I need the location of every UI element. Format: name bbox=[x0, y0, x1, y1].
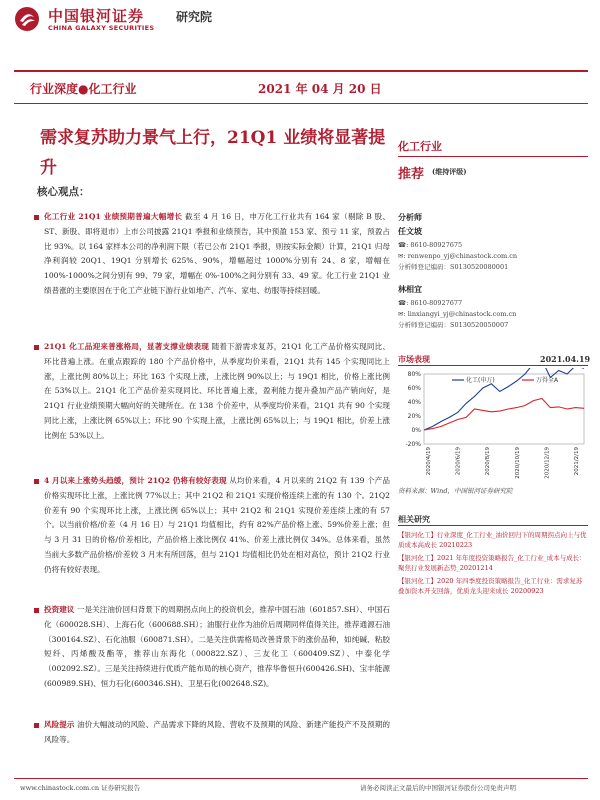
x-tick-label: 2020/12/19 bbox=[544, 447, 551, 479]
x-tick-label: 2021/2/19 bbox=[574, 447, 580, 476]
x-tick-label: 2020/4/19 bbox=[426, 447, 432, 476]
phone-value: 8610-80927677 bbox=[410, 299, 463, 307]
logo-mark-icon bbox=[14, 6, 40, 32]
analyst-name: 林相宜 bbox=[398, 284, 422, 294]
analyst-heading: 分析师 bbox=[398, 212, 422, 222]
paragraph-earnings bbox=[44, 210, 390, 299]
market-chart bbox=[398, 368, 588, 483]
paragraph-text: 油价大幅波动的风险、产品需求下降的风险、营收不及预期的风险、新建产能投产不及预期的风险等。 bbox=[44, 720, 391, 744]
footer-disclaimer: 请务必阅读正文最后的中国银河证券股份公司免责声明 bbox=[360, 784, 516, 792]
analyst-cert: 分析师登记编码：S0130520050007 bbox=[398, 321, 509, 329]
bullet-icon bbox=[34, 345, 39, 350]
paragraph-lead: 投资建议 bbox=[44, 605, 75, 614]
header-rule-bottom bbox=[14, 103, 588, 104]
bullet-icon bbox=[34, 215, 39, 220]
bullet-icon bbox=[34, 723, 39, 728]
paragraph-lead: 21Q1 化工品迎来普涨格局，显著支撑业绩表现 bbox=[44, 342, 210, 351]
bullet-icon bbox=[34, 479, 39, 484]
paragraph-prices bbox=[44, 340, 390, 444]
paragraph-text: 一是关注油价回归背景下的周期拐点向上的投资机会，推荐中国石油（601857.SH）、中国石化（600028.SH）、上海石化（600688.SH）；油服行业作为油价后周期同样值得关注，推荐通源石油（300164.SZ）、石化油服（600871.SH）。二是关注供需格局改善背景下的涨价品种，如纯碱、粘胶短纤、丙烯酸及酯等，推荐山东海化（000822.SZ）、三友化工（600409.SZ）、中泰化学（002092.SZ）。三是关注持续进行优质产能布局的核心资产，推荐华鲁恒升(600426.SH)、宝丰能源(600989.SH)、恒力石化(600346.SH)、卫星石化(002648.SZ)。 bbox=[44, 605, 390, 688]
footer-site[interactable]: www.chinastock.com.cn 证券研究报告 bbox=[20, 784, 141, 792]
paragraph-lead: 风险提示 bbox=[44, 720, 75, 729]
paragraph-text: 随着下游需求复苏，21Q1 化工产品价格实现同比、环比普遍上涨。在重点跟踪的 180 个产品价格中，从季度均价来看，21Q1 共有 145 个实现同比上涨，上涨比例 80%以上；环比 163 个实现上涨，上涨比例 90%以上；与 19Q1 相比，价格上涨比例在 53%以上。21Q1 化工产品价差实现同比、环比普遍上涨，盈利能力提升叠加产品产销向好，是 21Q1 行业业绩预期大幅向好的关键所在。在 138 个价差中，从季度均价来看，21Q1 共有 90 个实现同比上涨，上涨比例 65%以上；环比 90 个实现上涨，上涨比例 65%以上；与 19Q1 相比，价差上涨比例在 53%以上。 bbox=[44, 342, 390, 440]
analyst-cert: 分析师登记编码：S0130520080001 bbox=[398, 263, 509, 271]
related-item[interactable]: 【银河化工】2021 年年度投资策略报告_化工行业_成本与成长：聚焦行业发展新态势_20201214 bbox=[398, 554, 586, 572]
paragraph-lead: 4 月以来上涨势头趋缓，预计 21Q2 仍将有较好表现 bbox=[44, 476, 227, 485]
analyst-phone: ☎: 8610-80927677 bbox=[398, 299, 463, 307]
market-heading: 市场表现 bbox=[398, 354, 430, 364]
legend-label: 万得全A bbox=[536, 377, 559, 384]
market-rule bbox=[398, 365, 588, 366]
rating-sub: (维持评级) bbox=[432, 167, 467, 176]
y-tick-label: 40% bbox=[407, 399, 421, 406]
paragraph-investment bbox=[44, 603, 390, 692]
y-tick-label: 0% bbox=[411, 427, 421, 434]
legend-label: 化工(申万) bbox=[466, 377, 495, 384]
logo-english-text: CHINA GALAXY SECURITIES bbox=[48, 24, 155, 32]
paragraph-risk bbox=[44, 718, 390, 748]
x-tick-label: 2020/10/19 bbox=[514, 447, 521, 479]
related-rule bbox=[398, 525, 588, 526]
paragraph-text: 截至 4 月 16 日，申万化工行业共有 164 家（剔除 B 股、ST、新股、即将退市）上市公司披露 21Q1 季报和业绩预告，其中预盈 153 家、预亏 11 家，预盈占比 93%。以 164 家样本公司的净利润下限（若已公布 21Q1 季报，则按实际金额）计算，21Q1 归母净利润较 20Q1、19Q1 分别增长 625%、90%，增幅超过 1000%分别有 24、8 家，增幅在 100%-1000%之间分别有 99、79 家，增幅在 0%-100%之间分别有 33、49 家。化工行业 21Q1 业绩普涨的主要原因在于化工产业链下游行业如地产、汽车、家电、纺服等持续回暖。 bbox=[44, 212, 390, 295]
paragraph-outlook bbox=[44, 474, 390, 578]
market-date: 2021.04.19 bbox=[540, 354, 591, 364]
related-heading: 相关研究 bbox=[398, 514, 430, 524]
sidebar-rule bbox=[398, 156, 588, 157]
institute-label: 研究院 bbox=[176, 10, 213, 24]
rating-label: 推荐 bbox=[398, 167, 425, 182]
paragraph-lead: 化工行业 21Q1 业绩预期普遍大幅增长 bbox=[44, 212, 183, 221]
bullet-icon bbox=[34, 608, 39, 613]
header-rule bbox=[14, 70, 588, 72]
phone-value: 8610-80927675 bbox=[410, 241, 463, 249]
series-line bbox=[424, 368, 584, 430]
analyst-email[interactable]: ✉: linxiangyi_yj@chinastock.com.cn bbox=[398, 310, 517, 318]
chart-source: 资料来源：Wind，中国银河证券研究院 bbox=[398, 487, 513, 495]
sidebar-industry: 化工行业 bbox=[398, 140, 442, 153]
analyst-name: 任文坡 bbox=[398, 226, 422, 236]
plot-frame bbox=[424, 374, 584, 444]
y-tick-label: 20% bbox=[407, 413, 421, 420]
x-tick-label: 2020/8/19 bbox=[485, 447, 492, 476]
analyst-email[interactable]: ✉: renwenpo_yj@chinastock.com.cn bbox=[398, 252, 518, 260]
report-category: 行业深度●化工行业 bbox=[30, 82, 137, 96]
related-item[interactable]: 【银河化工】行业深度_化工行业_油价回归下的周期拐点向上与优质成本高成长 20210223 bbox=[398, 531, 587, 549]
x-tick-label: 2020/6/19 bbox=[455, 447, 462, 476]
y-tick-label: 60% bbox=[407, 385, 421, 392]
y-tick-label: -20% bbox=[405, 441, 421, 448]
email-value: linxiangyi_yj@chinastock.com.cn bbox=[407, 310, 517, 318]
series-line bbox=[424, 399, 584, 431]
core-label: 核心观点： bbox=[37, 186, 90, 198]
y-tick-label: 80% bbox=[407, 371, 421, 378]
report-date: 2021 年 04 月 20 日 bbox=[258, 82, 382, 96]
footer-rule bbox=[14, 778, 588, 779]
logo-text: 中国银河证券 bbox=[48, 7, 145, 25]
email-value: renwenpo_yj@chinastock.com.cn bbox=[407, 252, 518, 260]
analyst-phone: ☎: 8610-80927675 bbox=[398, 241, 463, 249]
related-item[interactable]: 【银河化工】2020 年四季度投资策略报告_化工行业：需求复苏叠加资本开支回落，优质龙头迎来成长 20200923 bbox=[398, 577, 583, 595]
paragraph-text: 从均价来看，4 月以来的 21Q2 有 139 个产品价格实现环比上涨，上涨比例 77%以上；其中 21Q2 和 21Q1 实现价格连续上涨的有 130 个。21Q2 价差有 90 个实现环比上涨，上涨比例 65%以上；其中 21Q2 和 21Q1 实现价差连续上涨的有 57 个。以当前价格/价差（4 月 16 日）与 21Q1 均值相比，约有 82%产品价格上涨、59%价差上涨；但与 3 月 31 日的价格/价差相比，产品价格上涨比例仅 41%、价差上涨比例仅 34%。总体来看，虽然当前大多数产品价格/价差较 3 月末有所回落，但与 21Q1 均值相比仍处在相对高位，预计 21Q2 行业仍将有较好表现。 bbox=[44, 476, 390, 574]
page-title: 需求复苏助力景气上行，21Q1 业绩将显著提升 bbox=[40, 128, 386, 178]
